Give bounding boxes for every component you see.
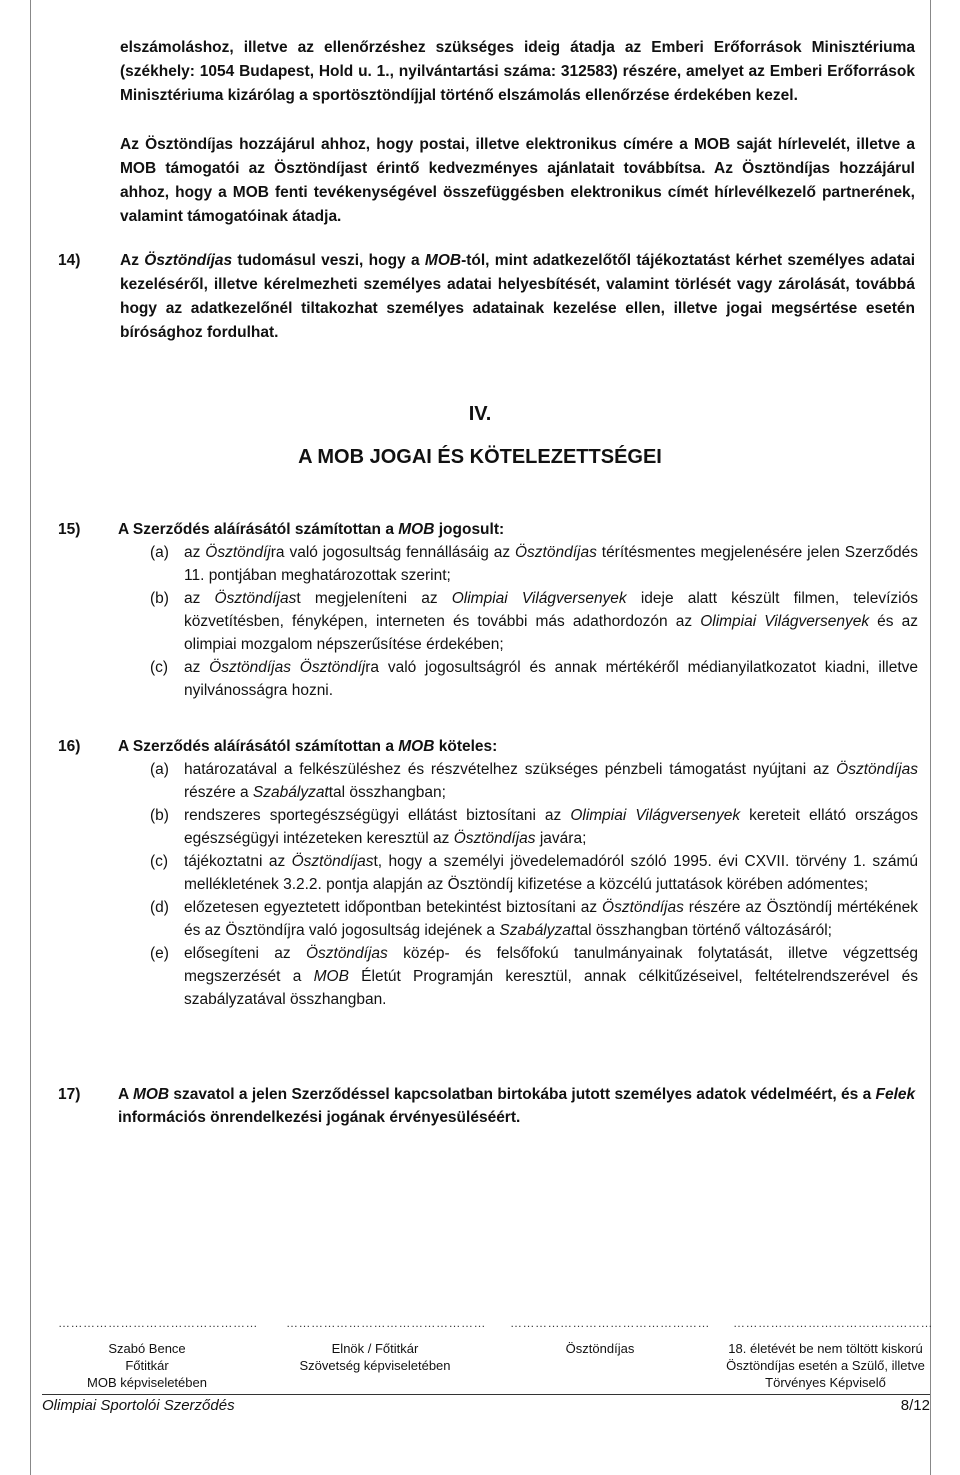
text: javára; [535,830,587,847]
text-italic: MOB [313,968,349,985]
text-italic: MOB [424,252,462,269]
document-title: Olimpiai Sportolói Szerződés [42,1397,235,1414]
paragraph-text: Az Ösztöndíjas hozzájárul ahhoz, hogy postai, illetve elektronikus címére a MOB saját hírlevelét, illetve a MOB támogatói az Ösztöndíjast érintő kedvezményes ajánlatait továbbítsa. Az Ösztöndíjas hozzájárul ahhoz, hogy a MOB fenti tevékenységével összefüggésben elektronikus címét hírlevélkezelő partnerének, valamint támogatóinak átadja. [120,136,915,225]
text: t megjeleníteni az [296,590,452,607]
text: Az [120,252,145,269]
text: szavatol a jelen Szerződéssel kapcsolatban birtokába jutott személyes adatok védelméért, és a [169,1086,876,1103]
text-italic: Szabályzat [499,922,576,939]
paragraph-text: elszámoláshoz, illetve az ellenőrzéshez szükséges ideig átadja az Emberi Erőforrások Minisztériuma (székhely: 1054 Budapest, Hold u. 1., nyilvántartási száma: 312583) részére, amelyet az Emberi Erőforrások Minisztériuma kizárólag a sportösztöndíjjal történő elszámolás ellenőrzése érdekében kezel. [120,39,915,104]
signer-capacity: Szövetség képviseletében [299,1358,451,1373]
chapter-number: IV. [468,403,492,425]
text: tájékoztatni az [184,853,292,870]
text-italic: Olimpiai Világversenyek [700,613,870,630]
item-label: (c) [150,853,169,870]
section-15-item-a [58,541,918,587]
section-16-item-a [58,758,918,804]
text: Életút Programján keresztül, annak célkitűzéseivel, feltételrendszerével és szabályzatával összhangban. [184,968,918,1008]
text: A Szerződés aláírásától számítottan a [118,738,399,755]
text-italic: Olimpiai Világversenyek [570,807,741,824]
item-label: (e) [150,945,169,962]
continuation-paragraph-2 [120,133,915,229]
text-italic: Ösztöndíjas [144,252,233,269]
signature-athlete [510,1340,690,1357]
chapter-title: A MOB JOGAI ÉS KÖTELEZETTSÉGEI [298,446,662,468]
text: köteles: [434,738,498,755]
page-border-left [30,0,31,1475]
continuation-paragraph-1 [120,36,915,108]
text: információs önrendelkezési jogának érvényesüléséért. [118,1109,521,1126]
text: elősegíteni az [184,945,306,962]
text-italic: Ösztöndíjas [602,899,684,916]
section-16-item-e [58,942,918,1011]
text: és az olimpiai mozgalom népszerűsítése érdekében; [184,613,918,653]
section-16-item-c [58,850,918,896]
signer-role: Ösztöndíjas [565,1341,635,1356]
text-italic: MOB [398,521,435,538]
text: előzetesen egyeztetett időpontban betekintést biztosítani az [184,899,603,916]
text: az [184,590,215,607]
text: tal összhangban; [328,784,446,801]
signature-line-1: ………………………………………… [58,1316,258,1330]
text: ra való jogosultság fennállásáig az [270,544,515,561]
signer-role: Ösztöndíjas esetén a Szülő, illetve [726,1358,925,1373]
text: A Szerződés aláírásától számítottan a [118,521,399,538]
item-label: (b) [150,807,169,824]
text: térítésmentes megjelenésére jelen Szerződés 11. pontjában meghatározottak szerint; [184,544,919,584]
signer-capacity: MOB képviseletében [87,1375,207,1390]
signature-line-2: ………………………………………… [286,1316,486,1330]
signature-guardian [718,1340,933,1391]
section-15 [58,518,918,702]
section-15-item-c [58,656,918,702]
signature-line-4: ………………………………………… [733,1316,933,1330]
text: az [184,659,210,676]
section-16-item-d [58,896,918,942]
text: ideje alatt készült filmen, televíziós közvetítésben, fényképen, interneten és további más adathordozón az [184,590,918,630]
text: határozatával a felkészüléshez és részvételhez szükséges pénzbeli támogatást nyújtani az [184,761,837,778]
section-15-heading [58,518,918,541]
item-label: (a) [150,761,169,778]
section-15-item-b [58,587,918,656]
section-16-heading [58,735,918,758]
signer-role: Elnök / Főtitkár [331,1341,419,1356]
item-label: (c) [150,659,169,676]
text: az [184,544,206,561]
text: kereteit ellátó országos egészségügyi intézeteken keresztül az [184,807,918,847]
text-italic: Ösztöndíjas [214,590,297,607]
text: közép- és felsőfokú tanulmányainak folytatását, illetve végzettség megszerzését a [184,945,918,985]
section-16-item-b [58,804,918,850]
text: rendszeres sportegészségügyi ellátást biztosítani az [184,807,571,824]
text-italic: Ösztöndíjas [291,853,374,870]
item-label: (b) [150,590,169,607]
item-label: (a) [150,544,169,561]
section-14-number: 14) [58,252,81,269]
text-italic: MOB [398,738,435,755]
page-footer [42,1394,930,1414]
text-italic: Ösztöndíjas [515,544,597,561]
text-italic: Olimpiai Világversenyek [451,590,627,607]
text: tal összhangban történő változásáról; [575,922,832,939]
text: -tól, mint adatkezelőtől tájékoztatást kérhet személyes adatai kezeléséről, illetve kérelmezheti személyes adatai helyesbítését, valamint törlését vagy zárolását, továbbá hogy az adatkezelőnél tiltakozhat személyes adatainak kezelése ellen, illetve jogai megsértése esetén bírósághoz fordulhat. [120,252,916,341]
section-16 [58,735,918,1011]
page-border-right [930,0,931,1475]
signature-line-3: ………………………………………… [510,1316,710,1330]
text: t, hogy a személyi jövedelemadóról szóló 1995. évi CXVII. törvény 1. számú mellékletének 3.2.2. pontja alapján az Ösztöndíj kifizetése a közcélú juttatások körében adómentes; [184,853,918,893]
text-italic: Ösztöndíjas Ösztöndíj [209,659,366,676]
section-17-text [58,1083,918,1129]
text: A [118,1086,133,1103]
section-17 [58,1083,918,1129]
text-italic: Ösztöndíj [205,544,271,561]
page-number: 8/12 [900,1397,930,1414]
paragraph-text [120,249,915,345]
signature-mob [62,1340,232,1391]
section-14-text [120,249,915,345]
text: tudomásul veszi, hogy a [232,252,425,269]
text: ra való jogosultságról és annak mértékéről médianyilatkozatot kiadni, illetve nyilvánosságra hozni. [184,659,918,699]
text-italic: Ösztöndíjas [453,830,536,847]
section-number: 16) [58,738,81,755]
text: részére a [184,784,253,801]
signer-role: Főtitkár [125,1358,169,1373]
signer-capacity: Törvényes Képviselő [765,1375,886,1390]
text-italic: Ösztöndíjas [305,945,388,962]
signer-role: 18. életévét be nem töltött kiskorú [728,1341,923,1356]
text-italic: MOB [132,1086,170,1103]
text-italic: Felek [875,1086,916,1103]
text: részére az Ösztöndíj mértékének és az Ösztöndíjra való jogosultság idejének a [184,899,918,939]
signer-name: Szabó Bence [108,1341,186,1356]
section-number: 15) [58,521,81,538]
text-italic: Szabályzat [252,784,329,801]
signature-federation [285,1340,465,1374]
text-italic: Ösztöndíjas [836,761,918,778]
section-number: 17) [58,1086,81,1103]
text: jogosult: [434,521,505,538]
item-label: (d) [150,899,169,916]
